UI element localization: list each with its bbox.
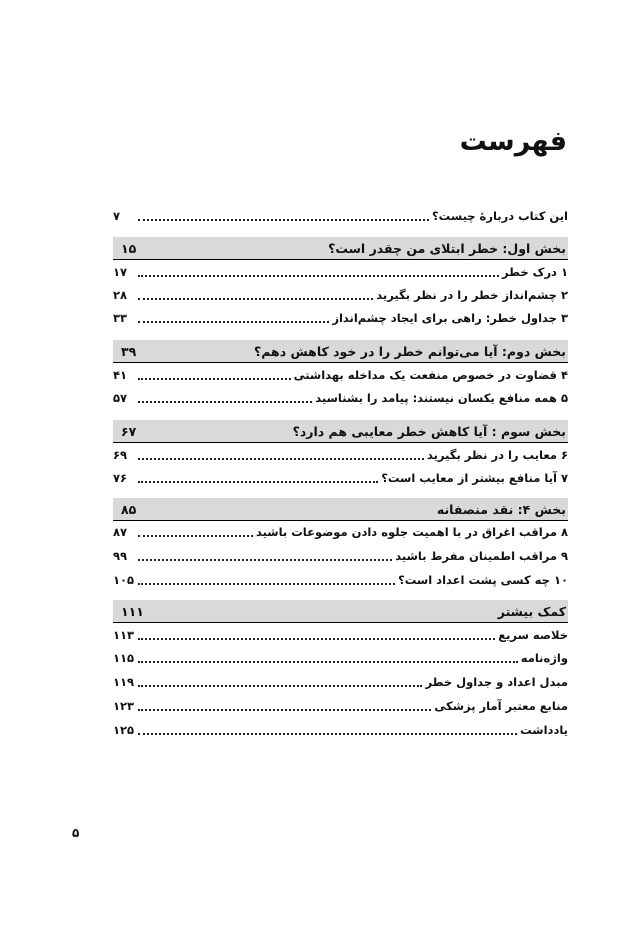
toc-entry-title: ۹ مراقب اطمینان مفرط باشید	[395, 549, 568, 563]
toc-entry[interactable]	[113, 308, 568, 328]
section-divider	[113, 442, 568, 443]
toc-entry[interactable]	[113, 625, 568, 645]
dot-leader	[138, 401, 312, 403]
toc-entry-title: واژه‌نامه	[520, 651, 568, 665]
dot-leader	[138, 583, 395, 585]
toc-entry[interactable]	[113, 672, 568, 692]
toc-entry-page: ۷۶	[113, 471, 128, 485]
toc-entry-page: ۵۷	[113, 391, 128, 405]
toc-entry[interactable]	[113, 522, 568, 542]
toc-entry-title: ۳ جداول خطر: راهی برای ایجاد چشم‌انداز	[332, 311, 568, 325]
toc-section-page: ۱۱۱	[121, 603, 144, 619]
toc-entry-page: ۱۱۵	[113, 651, 135, 665]
toc-entry-page: ۲۸	[113, 288, 128, 302]
section-divider	[113, 362, 568, 363]
toc-entry[interactable]	[113, 262, 568, 282]
toc-entry-title: ۸ مراقب اغراق در با اهمیت جلوه دادن موضوعات باشید	[255, 525, 568, 539]
page-title: فهرست	[459, 126, 567, 157]
toc-section-page: ۱۵	[121, 240, 137, 256]
toc-section-title: بخش اول: خطر ابتلای من چقدر است؟	[328, 240, 566, 256]
toc-entry-title: ۵ همه منافع یکسان نیستند: پیامد را بشناسید	[315, 391, 568, 405]
dot-leader	[138, 219, 429, 221]
section-divider	[113, 259, 568, 260]
dot-leader	[138, 321, 329, 323]
toc-section-page: ۸۵	[121, 501, 137, 517]
toc-entry-page: ۱۷	[113, 265, 128, 279]
toc-entry-page: ۴۱	[113, 368, 128, 382]
toc-entry-page: ۱۰۵	[113, 573, 135, 587]
toc-entry-title: ۶ معایب را در نظر بگیرید	[426, 448, 568, 462]
toc-entry-title: ۱۰ چه کسی پشت اعداد است؟	[398, 573, 568, 587]
toc-entry[interactable]	[113, 696, 568, 716]
toc-section-5[interactable]	[113, 600, 568, 622]
toc-entry[interactable]	[113, 648, 568, 668]
dot-leader	[138, 733, 517, 735]
toc-entry-title: ۲ چشم‌انداز خطر را در نظر بگیرید	[376, 288, 568, 302]
toc-entry-page: ۶۹	[113, 448, 128, 462]
toc-entry-title: ۷ آیا منافع بیشتر از معایب است؟	[381, 471, 568, 485]
toc-entry[interactable]	[113, 365, 568, 385]
toc-entry[interactable]	[113, 546, 568, 566]
toc-section-2[interactable]	[113, 340, 568, 362]
toc-entry[interactable]	[113, 388, 568, 408]
toc-section-title: بخش دوم: آیا می‌توانم خطر را در خود کاهش دهم؟	[254, 343, 566, 359]
dot-leader	[138, 481, 378, 483]
dot-leader	[138, 378, 291, 380]
toc-entry-title: منابع معتبر آمار پزشکی	[434, 699, 568, 713]
toc-entry-title: خلاصه سریع	[498, 628, 568, 642]
toc-section-4[interactable]	[113, 498, 568, 520]
toc-section-page: ۳۹	[121, 343, 137, 359]
toc-entry-page: ۹۹	[113, 549, 128, 563]
toc-entry-page: ۱۲۵	[113, 723, 135, 737]
toc-entry-title: این کتاب دربارهٔ چیست؟	[432, 209, 568, 223]
toc-entry[interactable]	[113, 445, 568, 465]
section-divider	[113, 622, 568, 623]
toc-entry-title: یادداشت	[520, 723, 568, 737]
dot-leader	[138, 458, 424, 460]
toc-entry-title: مبدل اعداد و جداول خطر	[425, 675, 568, 689]
toc-entry[interactable]	[113, 468, 568, 488]
toc-section-title: بخش سوم : آیا کاهش خطر معایبی هم دارد؟	[292, 423, 566, 439]
page-number: ۵	[72, 826, 80, 840]
toc-section-1[interactable]	[113, 237, 568, 259]
dot-leader	[138, 559, 392, 561]
toc-entry-page: ۷	[113, 209, 121, 223]
toc-section-title: کمک بیشتر	[497, 603, 566, 619]
toc-entry-intro[interactable]	[113, 206, 568, 226]
toc-section-page: ۶۷	[121, 423, 137, 439]
dot-leader	[138, 298, 373, 300]
toc-section-3[interactable]	[113, 420, 568, 442]
toc-entry[interactable]	[113, 720, 568, 740]
dot-leader	[138, 535, 253, 537]
dot-leader	[138, 685, 422, 687]
toc-entry-page: ۱۲۳	[113, 699, 135, 713]
toc-section-title: بخش ۴: نقد منصفانه	[436, 501, 566, 517]
toc-entry-page: ۳۳	[113, 311, 128, 325]
dot-leader	[138, 661, 518, 663]
toc-entry[interactable]	[113, 570, 568, 590]
toc-entry-page: ۱۱۳	[113, 628, 135, 642]
toc-entry-page: ۸۷	[113, 525, 128, 539]
toc-entry-title: ۱ درک خطر	[502, 265, 568, 279]
toc-entry-title: ۴ قضاوت در خصوص منفعت یک مداخله بهداشتی	[293, 368, 568, 382]
toc-entry[interactable]	[113, 285, 568, 305]
dot-leader	[138, 709, 431, 711]
dot-leader	[138, 275, 499, 277]
toc-entry-page: ۱۱۹	[113, 675, 135, 689]
dot-leader	[138, 638, 495, 640]
section-divider	[113, 520, 568, 521]
